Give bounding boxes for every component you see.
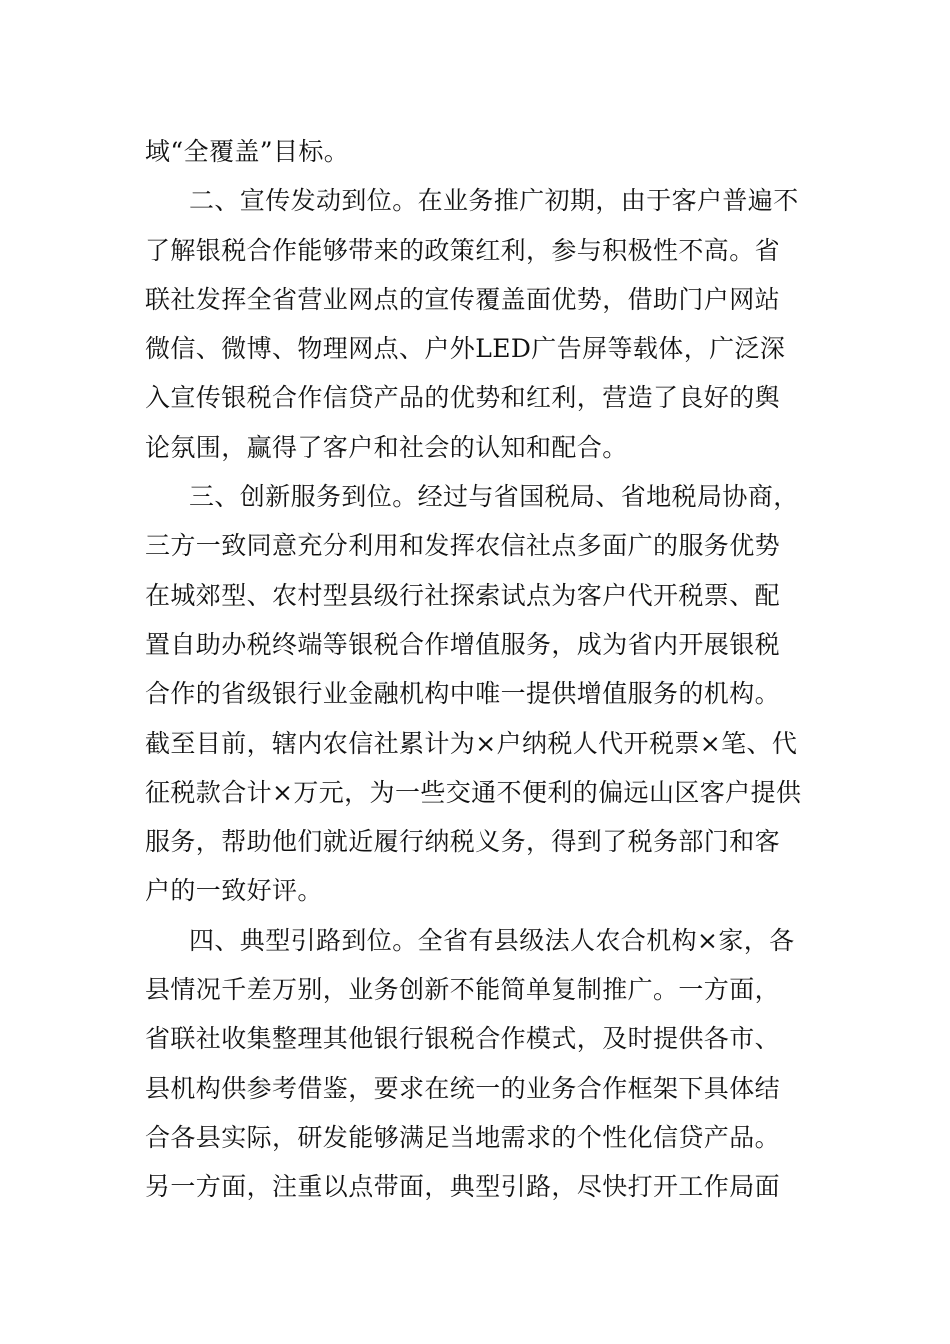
text-line: 置自助办税终端等银税合作增值服务，成为省内开展银税 — [145, 629, 781, 659]
text-line: 微信、微博、物理网点、户外LED广告屏等载体，广泛深 — [145, 334, 786, 364]
paragraph-start-line: 二、宣传发动到位。在业务推广初期，由于客户普遍不 — [189, 186, 799, 216]
paragraph-start-line: 四、典型引路到位。全省有县级法人农合机构×家，各 — [189, 925, 795, 955]
text-line: 三方一致同意充分利用和发挥农信社点多面广的服务优势 — [145, 531, 781, 561]
text-line: 户的一致好评。 — [145, 876, 323, 906]
text-line: 合作的省级银行业金融机构中唯一提供增值服务的机构。 — [145, 679, 781, 709]
text-line: 入宣传银税合作信贷产品的优势和红利，营造了良好的舆 — [145, 383, 781, 413]
body-text — [145, 127, 810, 1212]
text-line: 合各县实际，研发能够满足当地需求的个性化信贷产品。 — [145, 1122, 781, 1152]
text-line: 了解银税合作能够带来的政策红利，参与积极性不高。省 — [145, 235, 781, 265]
text-line: 省联社收集整理其他银行银税合作模式，及时提供各市、 — [145, 1024, 781, 1054]
text-line: 在城郊型、农村型县级行社探索试点为客户代开税票、配 — [145, 580, 781, 610]
text-line: 服务，帮助他们就近履行纳税义务，得到了税务部门和客 — [145, 827, 781, 857]
text-line: 征税款合计×万元，为一些交通不便利的偏远山区客户提供 — [145, 777, 802, 807]
text-line: 县机构供参考借鉴，要求在统一的业务合作框架下具体结 — [145, 1073, 781, 1103]
text-line: 域“全覆盖”目标。 — [145, 137, 350, 166]
text-line: 县情况千差万别，业务创新不能简单复制推广。一方面， — [145, 975, 781, 1005]
text-line: 论氛围，赢得了客户和社会的认知和配合。 — [145, 432, 628, 462]
text-line: 另一方面，注重以点带面，典型引路，尽快打开工作局面 — [145, 1172, 781, 1202]
paragraph-start-line: 三、创新服务到位。经过与省国税局、省地税局协商， — [189, 482, 799, 512]
text-line: 截至目前，辖内农信社累计为×户纳税人代开税票×笔、代 — [145, 728, 798, 758]
text-line: 联社发挥全省营业网点的宣传覆盖面优势，借助门户网站 — [145, 284, 781, 314]
